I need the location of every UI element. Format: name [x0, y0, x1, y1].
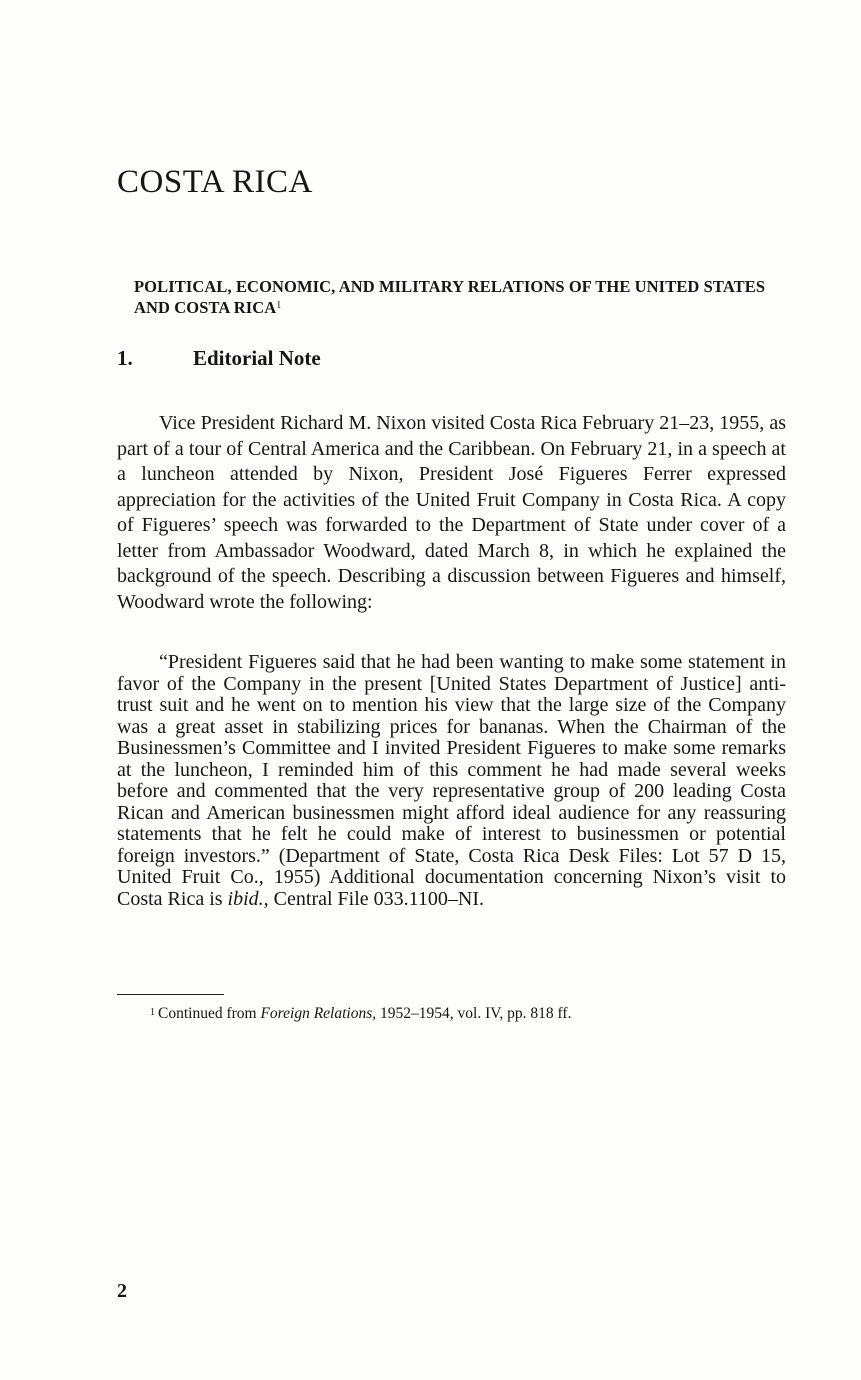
footnote-marker: 1: [150, 1007, 155, 1018]
document-number: 1.: [117, 346, 133, 370]
document-title: Editorial Note: [193, 346, 321, 370]
chapter-title: COSTA RICA: [117, 164, 313, 200]
footnote-rule: [117, 994, 224, 995]
editorial-paragraph: Vice President Richard M. Nixon visited Costa Rica February 21–23, 1955, as part of a tour of Central America and the Caribbean. On February 21, in a speech at a luncheon attended by Nixon, President José Figueres Ferrer expressed appreciation for the activities of the United Fruit Company in Costa Rica. A copy of Figueres’ speech was forwarded to the Department of State under cover of a letter from Ambassador Woodward, dated March 8, in which he explained the background of the speech. Describing a discussion between Figueres and himself, Woodward wrote the following:: [117, 412, 786, 613]
quoted-paragraph: [117, 652, 786, 910]
section-title: [134, 276, 774, 318]
ibid-citation: ibid.,: [227, 887, 269, 910]
section-title-text: POLITICAL, ECONOMIC, AND MILITARY RELATIONS OF THE UNITED STATES AND COSTA RICA: [134, 277, 766, 317]
footnote-prefix: Continued from: [158, 1005, 257, 1022]
section-title-footnote-marker: 1: [276, 300, 282, 311]
citation-ending: Central File 033.1100–NI.: [273, 887, 485, 910]
page-number: 2: [117, 1280, 127, 1302]
document-heading: [117, 344, 777, 372]
quoted-text: “President Figueres said that he had been wanting to make some statement in favor of the Company in the present [United States Department of Justice] anti-trust suit and he went on to mention his view that the large size of the Company was a great asset in stabilizing prices for bananas. When the Chairman of the Businessmen’s Committee and I invited President Figueres to make some remarks at the luncheon, I reminded him of this comment he had made several weeks before and commented that the very representative group of 200 leading Costa Rican and American businessmen might afford ideal audience for any reassuring statements that he felt he could make of interest to businessmen or potential foreign investors.” (Department of State, Costa Rica Desk Files: Lot 57 D 15, United Fruit Co., 1955) Additional documentation concerning Nixon’s visit to Costa Rica is: [117, 651, 786, 910]
footnote-suffix: 1952–1954, vol. IV, pp. 818 ff.: [380, 1005, 572, 1022]
footnote: [150, 1003, 790, 1025]
footnote-source: Foreign Relations,: [260, 1005, 377, 1022]
